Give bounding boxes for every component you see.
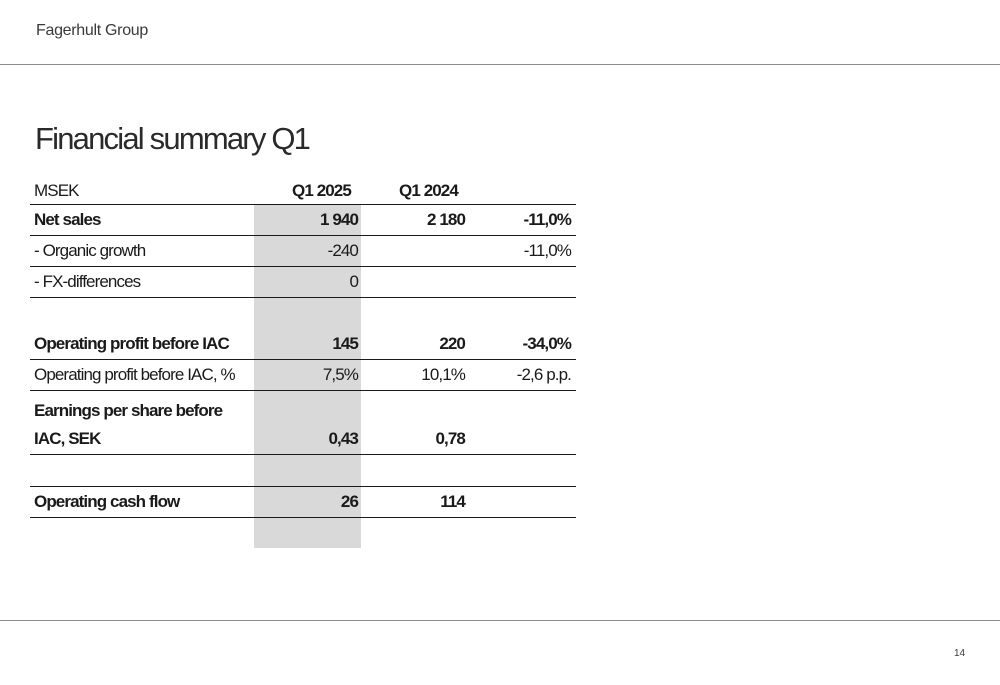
- table-header-row: [30, 172, 576, 205]
- row-label: - Organic growth: [34, 241, 146, 260]
- table-row-operating-profit: [30, 329, 576, 360]
- value-q1-2024: 0,78: [435, 429, 465, 448]
- value-q1-2025: -240: [327, 241, 358, 260]
- row-label: Net sales: [34, 210, 101, 229]
- row-label: [30, 400, 254, 449]
- row-label-line-2: IAC, SEK: [34, 429, 101, 448]
- value-change: -2,6 p.p.: [516, 365, 571, 384]
- value-q1-2024: 2 180: [426, 210, 465, 229]
- table-row-fx-differences: [30, 267, 576, 298]
- column-header-q1-2024: Q1 2024: [399, 181, 458, 200]
- row-label: - FX-differences: [34, 272, 141, 291]
- column-header-msek: MSEK: [34, 181, 79, 200]
- value-q1-2024: 10,1%: [421, 365, 465, 384]
- value-q1-2024: 114: [440, 492, 465, 511]
- row-label: Operating cash flow: [34, 492, 180, 511]
- row-label-line-1: Earnings per share before: [34, 401, 223, 420]
- value-q1-2025: 0: [349, 272, 358, 291]
- table-row-operating-margin: [30, 360, 576, 391]
- table-row-organic-growth: [30, 236, 576, 267]
- table-row-net-sales: [30, 205, 576, 236]
- header-divider: [0, 64, 1000, 65]
- value-change: -11,0%: [523, 210, 571, 229]
- page-title: Financial summary Q1: [35, 120, 310, 156]
- row-label: Operating profit before IAC, %: [34, 365, 235, 384]
- table-spacer-row: [30, 455, 576, 487]
- column-header-q1-2025: Q1 2025: [292, 181, 351, 200]
- value-q1-2025: 7,5%: [322, 365, 358, 384]
- page-number: 14: [954, 648, 966, 659]
- financial-summary-table: [30, 172, 576, 518]
- table-row-earnings-per-share: [30, 391, 576, 455]
- table-spacer-row: [30, 298, 576, 329]
- value-q1-2025: 0,43: [328, 429, 358, 448]
- value-q1-2025: 1 940: [319, 210, 358, 229]
- table-row-operating-cash-flow: [30, 487, 576, 518]
- footer-divider: [0, 620, 1000, 621]
- value-q1-2024: 220: [439, 334, 465, 353]
- row-label: Operating profit before IAC: [34, 334, 229, 353]
- brand-name: Fagerhult Group: [36, 22, 149, 39]
- value-q1-2025: 145: [332, 334, 358, 353]
- value-change: -34,0%: [522, 334, 571, 353]
- value-change: -11,0%: [523, 241, 571, 260]
- value-q1-2025: 26: [340, 492, 358, 511]
